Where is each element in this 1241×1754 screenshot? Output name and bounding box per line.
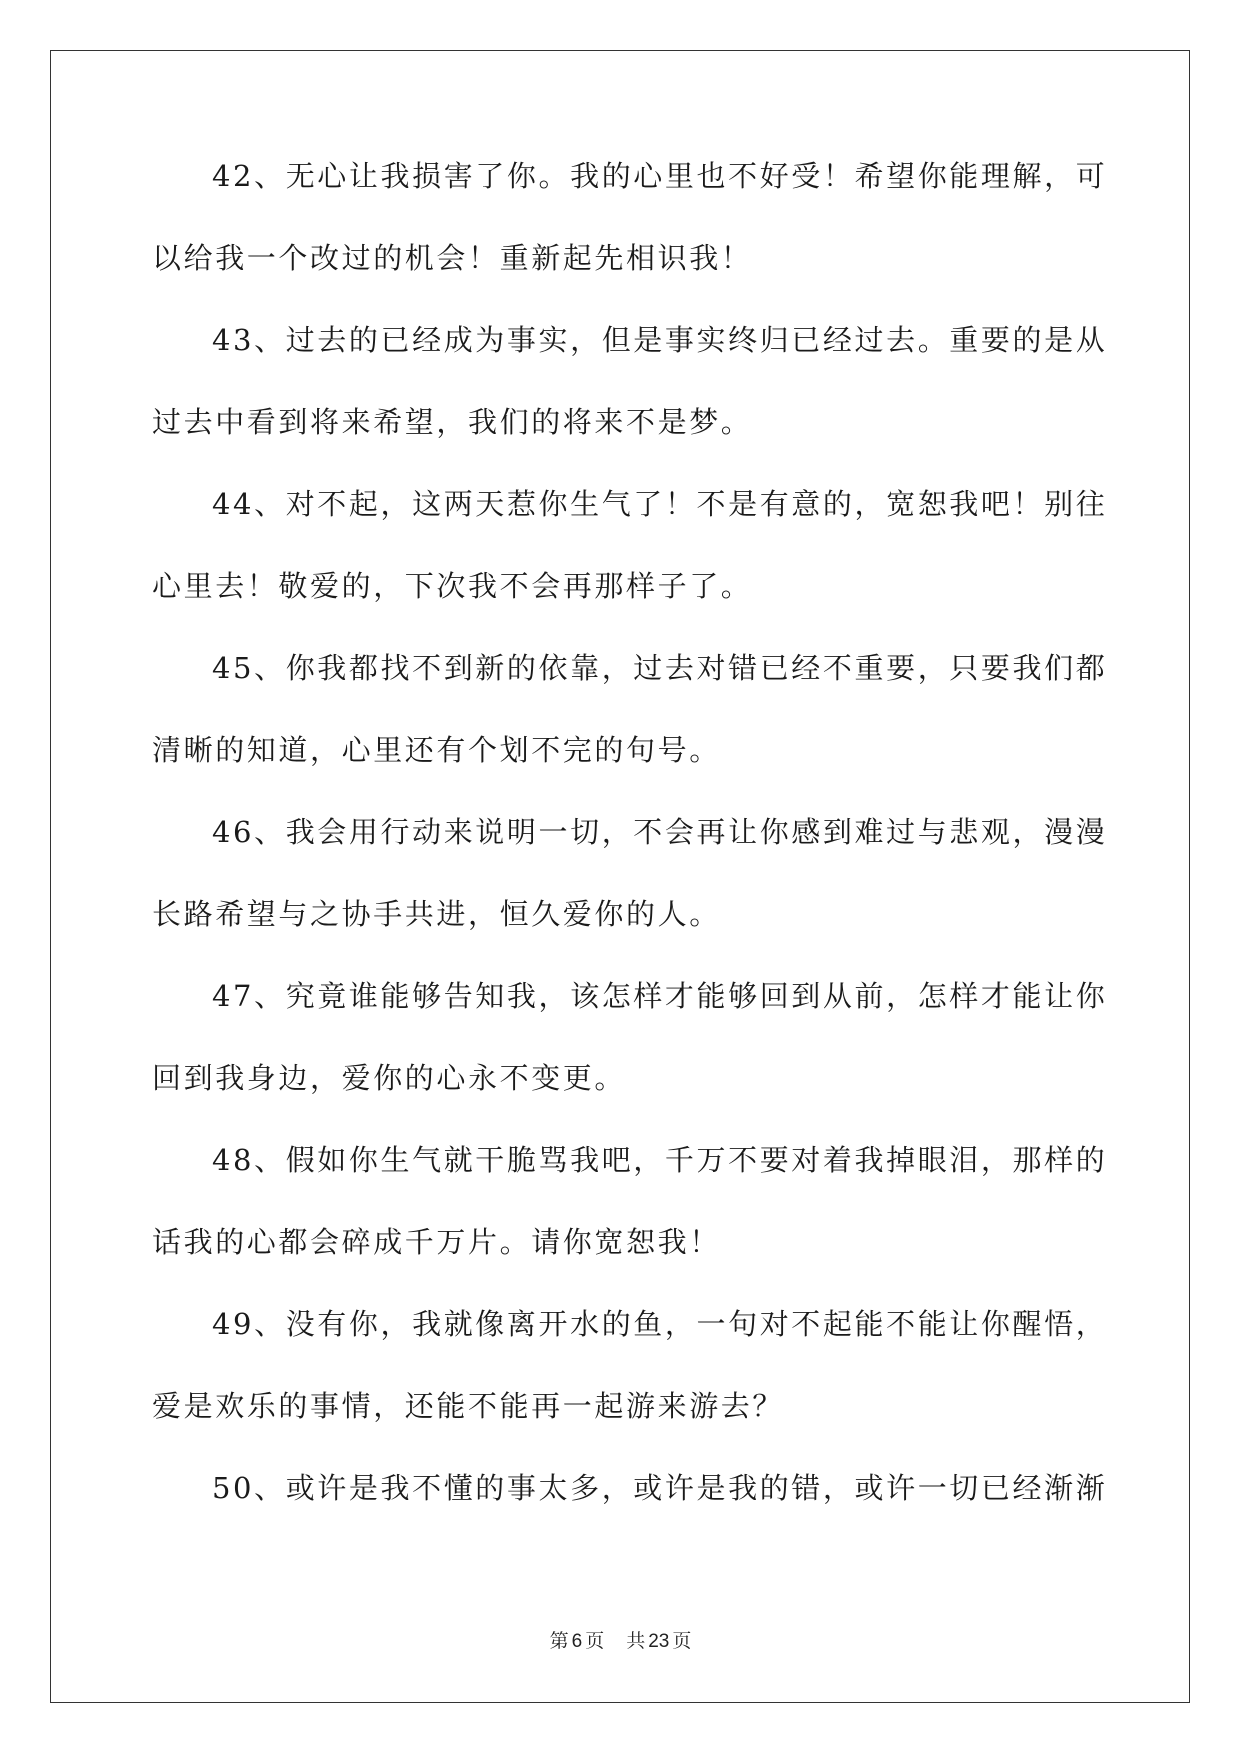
paragraph-49 — [152, 1304, 1108, 1427]
paragraph-line: 50、或许是我不懂的事太多，或许是我的错，或许一切已经渐渐 — [212, 1471, 1108, 1505]
paragraph-48 — [152, 1140, 1108, 1263]
paragraph-line: 心里去！敬爱的，下次我不会再那样子了。 — [152, 569, 753, 603]
paragraph-line: 47、究竟谁能够告知我，该怎样才能够回到从前，怎样才能让你 — [212, 979, 1108, 1013]
paragraph-line: 42、无心让我损害了你。我的心里也不好受！希望你能理解，可 — [212, 159, 1108, 193]
paragraph-line: 过去中看到将来希望，我们的将来不是梦。 — [152, 405, 753, 439]
paragraph-43 — [152, 320, 1108, 443]
paragraph-line: 43、过去的已经成为事实，但是事实终归已经过去。重要的是从 — [212, 323, 1108, 357]
paragraph-line: 45、你我都找不到新的依靠，过去对错已经不重要，只要我们都 — [212, 651, 1108, 685]
paragraph-line: 以给我一个改过的机会！重新起先相识我！ — [152, 241, 753, 275]
paragraph-line: 48、假如你生气就干脆骂我吧，千万不要对着我掉眼泪，那样的 — [212, 1143, 1108, 1177]
paragraph-42 — [152, 156, 1108, 279]
page-number: 6 — [571, 1631, 583, 1652]
page-prefix: 第 — [549, 1630, 569, 1652]
paragraph-line: 爱是欢乐的事情，还能不能再一起游来游去？ — [152, 1389, 785, 1423]
paragraph-line: 44、对不起，这两天惹你生气了！不是有意的，宽恕我吧！别往 — [212, 487, 1108, 521]
paragraph-46 — [152, 812, 1108, 935]
paragraph-44 — [152, 484, 1108, 607]
total-prefix: 共 — [626, 1630, 646, 1652]
paragraph-line: 回到我身边，爱你的心永不变更。 — [152, 1061, 627, 1095]
paragraph-line: 清晰的知道，心里还有个划不完的句号。 — [152, 733, 721, 767]
total-suffix: 页 — [672, 1630, 692, 1652]
page-suffix: 页 — [585, 1630, 605, 1652]
paragraph-line: 46、我会用行动来说明一切，不会再让你感到难过与悲观，漫漫 — [212, 815, 1108, 849]
paragraph-45 — [152, 648, 1108, 771]
total-pages: 23 — [648, 1631, 670, 1652]
page-footer — [0, 1626, 1241, 1653]
paragraph-47 — [152, 976, 1108, 1099]
paragraph-50 — [152, 1468, 1108, 1509]
paragraph-line: 49、没有你，我就像离开水的鱼，一句对不起能不能让你醒悟， — [212, 1307, 1108, 1341]
paragraph-line: 长路希望与之协手共进，恒久爱你的人。 — [152, 897, 721, 931]
document-body — [152, 156, 1108, 1550]
paragraph-line: 话我的心都会碎成千万片。请你宽恕我！ — [152, 1225, 721, 1259]
